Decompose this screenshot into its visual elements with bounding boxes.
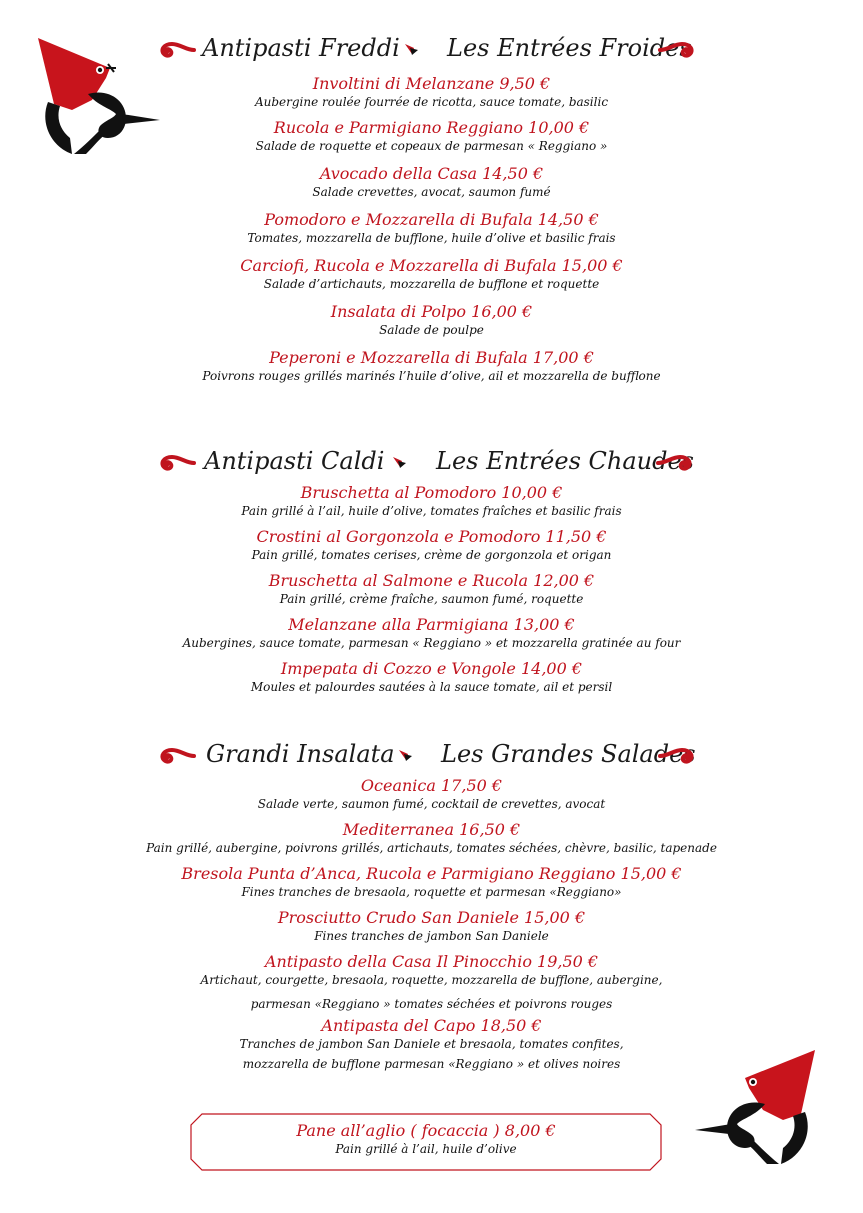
menu-item	[0, 952, 863, 1012]
dish-name: Prosciutto Crudo San Daniele 15,00 €	[277, 908, 586, 927]
section-grandi-insalata	[0, 740, 863, 1072]
menu-item	[0, 615, 863, 651]
dish-description: Aubergines, sauce tomate, parmesan « Reggiano » et mozzarella gratinée au four	[182, 636, 681, 650]
menu-item	[0, 908, 863, 944]
dish-description: Salade de poulpe	[379, 323, 484, 337]
section-antipasti-caldi	[0, 447, 863, 695]
dish-name: Carciofi, Rucola e Mozzarella di Bufala 15,00 €	[240, 256, 623, 275]
dish-name: Pane all’aglio ( focaccia ) 8,00 €	[296, 1121, 556, 1140]
dish-description: Artichaut, courgette, bresaola, roquette, mozzarella de bufflone, aubergine,	[200, 973, 663, 987]
dish-name: Antipasta del Capo 18,50 €	[321, 1016, 542, 1035]
menu-item	[0, 164, 863, 200]
dish-description: Moules et palourdes sautées à la sauce tomate, ail et persil	[250, 680, 613, 694]
menu-item	[0, 302, 863, 338]
menu-item	[0, 210, 863, 246]
dish-description: Salade verte, saumon fumé, cocktail de crevettes, avocat	[257, 797, 606, 811]
box-content	[190, 1121, 662, 1157]
dish-description: Pain grillé, crème fraîche, saumon fumé, roquette	[279, 592, 584, 606]
section-title-fr: Les Grandes Salades	[441, 740, 696, 768]
dish-description: Pain grillé à l’ail, huile d’olive	[335, 1142, 517, 1156]
dish-name: Melanzane alla Parmigiana 13,00 €	[288, 615, 575, 634]
dish-description: Fines tranches de bresaola, roquette et parmesan «Reggiano»	[241, 885, 622, 899]
dish-description: Pain grillé, tomates cerises, crème de gorgonzola et origan	[251, 548, 612, 562]
swirl-ornament-icon	[656, 453, 696, 473]
dish-description: Fines tranches de jambon San Daniele	[314, 929, 549, 943]
menu-item	[0, 864, 863, 900]
dish-name: Pomodoro e Mozzarella di Bufala 14,50 €	[264, 210, 599, 229]
dish-name: Insalata di Polpo 16,00 €	[330, 302, 533, 321]
pinocchio-head-separator-icon	[398, 748, 416, 764]
menu-item	[0, 1016, 863, 1072]
section-header	[0, 740, 863, 774]
swirl-ornament-icon	[658, 40, 698, 60]
dish-name: Avocado della Casa 14,50 €	[319, 164, 544, 183]
swirl-ornament-icon	[156, 453, 196, 473]
dish-name: Involtini di Melanzane 9,50 €	[312, 74, 551, 93]
swirl-ornament-icon	[156, 40, 196, 60]
dish-name: Rucola e Parmigiano Reggiano 10,00 €	[273, 118, 590, 137]
section-header	[0, 447, 863, 481]
section-title-it: Antipasti Caldi	[204, 447, 385, 475]
pinocchio-head-separator-icon	[404, 42, 422, 58]
dish-description: Pain grillé, aubergine, poivrons grillés, artichauts, tomates séchées, chèvre, basilic, tapenade	[146, 841, 717, 855]
section-title-it: Grandi Insalata	[206, 740, 395, 768]
dish-description: Aubergine roulée fourrée de ricotta, sauce tomate, basilic	[254, 95, 609, 109]
dish-description: Tranches de jambon San Daniele et bresaola, tomates confites,	[239, 1037, 624, 1051]
menu-item	[0, 348, 863, 384]
dish-name: Bruschetta al Pomodoro 10,00 €	[300, 483, 563, 502]
dish-description: Salade d’artichauts, mozzarella de bufflone et roquette	[263, 277, 600, 291]
section-title-fr: Les Entrées Chaudes	[436, 447, 694, 475]
menu-item	[0, 256, 863, 292]
section-antipasti-freddi	[0, 34, 863, 384]
dish-name: Oceanica 17,50 €	[360, 776, 503, 795]
section-header	[0, 34, 863, 68]
section-title-fr: Les Entrées Froides	[447, 34, 692, 62]
dish-name: Impepata di Cozzo e Vongole 14,00 €	[280, 659, 583, 678]
dish-description: mozzarella de bufflone parmesan «Reggiano » et olives noires	[242, 1057, 621, 1071]
menu-item	[0, 74, 863, 110]
menu-item	[0, 571, 863, 607]
menu-item	[0, 820, 863, 856]
dish-name: Bruschetta al Salmone e Rucola 12,00 €	[268, 571, 595, 590]
dish-description: parmesan «Reggiano » tomates séchées et poivrons rouges	[250, 997, 613, 1011]
menu-item	[0, 659, 863, 695]
pinocchio-head-separator-icon	[392, 455, 410, 471]
menu-item	[0, 483, 863, 519]
dish-description: Salade crevettes, avocat, saumon fumé	[312, 185, 551, 199]
dish-description: Salade de roquette et copeaux de parmesan « Reggiano »	[255, 139, 608, 153]
menu-item	[0, 118, 863, 154]
menu-item	[0, 776, 863, 812]
dish-description: Pain grillé à l’ail, huile d’olive, tomates fraîches et basilic frais	[241, 504, 622, 518]
dish-description: Poivrons rouges grillés marinés l’huile d’olive, ail et mozzarella de bufflone	[202, 369, 661, 383]
dish-name: Antipasto della Casa Il Pinocchio 19,50 €	[264, 952, 599, 971]
focaccia-box	[190, 1113, 662, 1171]
menu-item	[0, 527, 863, 563]
dish-name: Crostini al Gorgonzola e Pomodoro 11,50 €	[256, 527, 607, 546]
swirl-ornament-icon	[658, 746, 698, 766]
dish-name: Mediterranea 16,50 €	[342, 820, 521, 839]
section-title-it: Antipasti Freddi	[202, 34, 400, 62]
dish-name: Bresola Punta d’Anca, Rucola e Parmigiano Reggiano 15,00 €	[181, 864, 682, 883]
dish-name: Peperoni e Mozzarella di Bufala 17,00 €	[269, 348, 594, 367]
swirl-ornament-icon	[156, 746, 196, 766]
dish-description: Tomates, mozzarella de bufflone, huile d’olive et basilic frais	[247, 231, 616, 245]
